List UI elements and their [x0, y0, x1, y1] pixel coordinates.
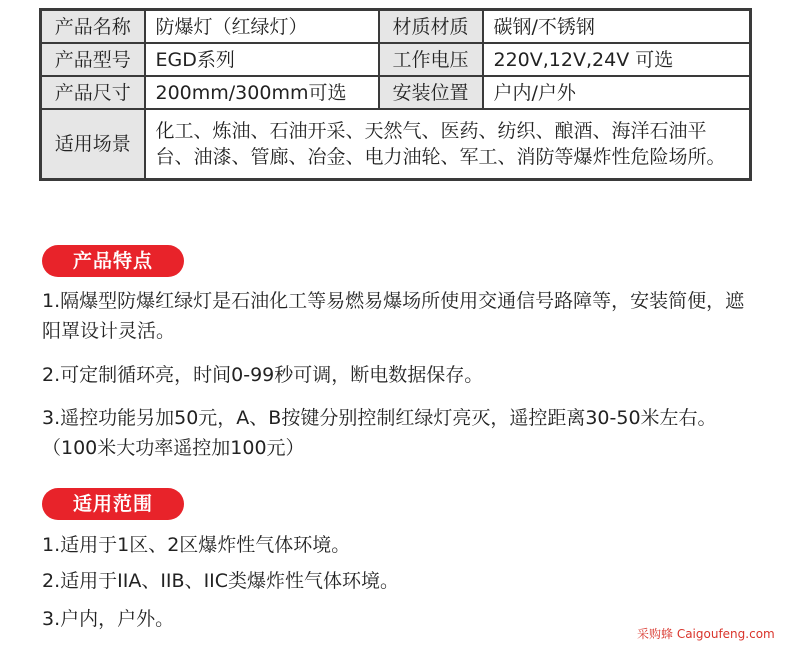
- spec-value-product-name: 防爆灯（红绿灯）: [145, 10, 379, 44]
- spec-row-model: [41, 43, 751, 76]
- scope-item-1: 1.适用于1区、2区爆炸性气体环境。: [42, 534, 351, 556]
- feature-item-1: 1.隔爆型防爆红绿灯是石油化工等易燃易爆场所使用交通信号路障等，安装简便，遮阳罩设计灵活。: [42, 290, 745, 342]
- spec-label-scene: 适用场景: [41, 109, 145, 180]
- watermark: 采购蜂 Caigoufeng.com: [637, 627, 775, 641]
- feature-item-2: 2.可定制循环亮，时间0-99秒可调，断电数据保存。: [42, 364, 484, 386]
- scope-item-2: 2.适用于IIA、IIB、IIC类爆炸性气体环境。: [42, 570, 400, 592]
- scope-heading: 适用范围: [42, 488, 184, 520]
- spec-value-voltage: 220V,12V,24V 可选: [483, 43, 751, 76]
- feature-item-3: 3.遥控功能另加50元，A、B按键分别控制红绿灯亮灭，遥控距离30-50米左右。（100米大功率遥控加100元）: [42, 407, 717, 459]
- spec-label-install: 安装位置: [379, 76, 483, 109]
- spec-label-model: 产品型号: [41, 43, 145, 76]
- spec-value-model: EGD系列: [145, 43, 379, 76]
- spec-value-install: 户内/户外: [483, 76, 751, 109]
- spec-row-size: [41, 76, 751, 109]
- spec-label-material: 材质材质: [379, 10, 483, 44]
- scope-item-3: 3.户内，户外。: [42, 608, 175, 630]
- spec-row-scene: [41, 109, 751, 180]
- spec-value-size: 200mm/300mm可选: [145, 76, 379, 109]
- spec-label-product-name: 产品名称: [41, 10, 145, 44]
- spec-label-voltage: 工作电压: [379, 43, 483, 76]
- features-heading: 产品特点: [42, 245, 184, 277]
- spec-table: [39, 8, 752, 181]
- spec-value-material: 碳钢/不锈钢: [483, 10, 751, 44]
- spec-value-scene: 化工、炼油、石油开采、天然气、医药、纺织、酿酒、海洋石油平台、油漆、管廊、冶金、电力油轮、军工、消防等爆炸性危险场所。: [145, 109, 751, 180]
- spec-label-size: 产品尺寸: [41, 76, 145, 109]
- spec-row-name: [41, 10, 751, 44]
